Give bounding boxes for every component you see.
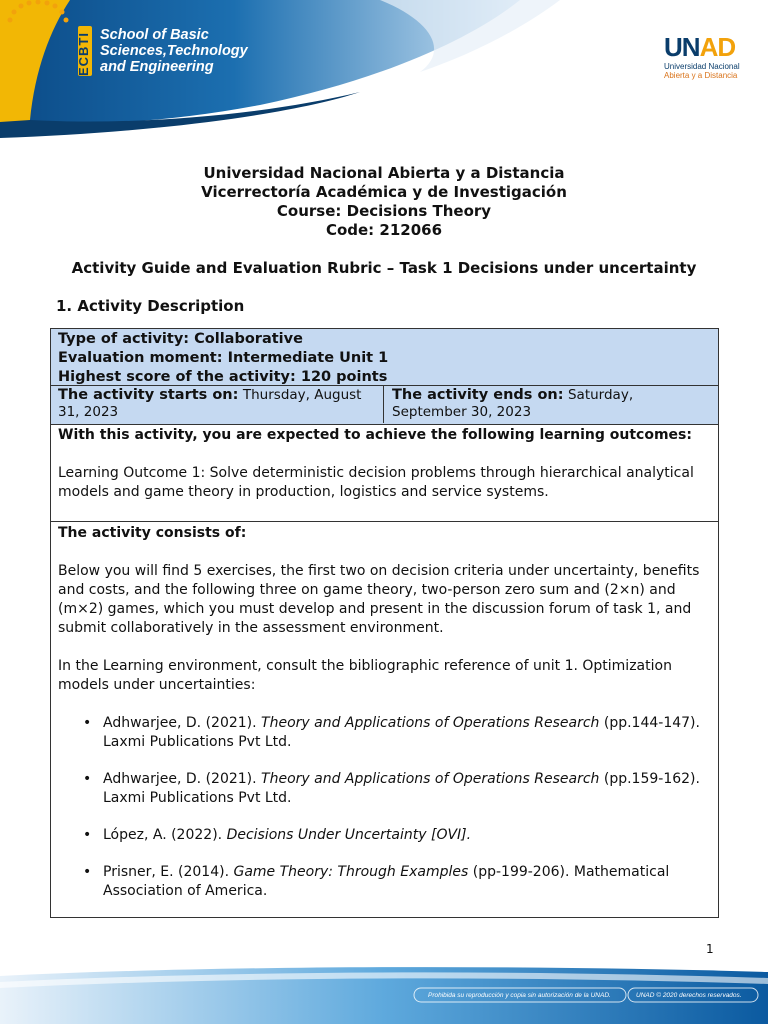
- unad-logo-icon: [0, 0, 84, 70]
- school-line-3: and Engineering: [100, 59, 214, 75]
- highest-score: Highest score of the activity: 120 points: [58, 369, 388, 385]
- dates-row: [51, 386, 718, 425]
- reference-item: • Adhwarjee, D. (2021). Theory and Applications of Operations Research (pp.144-147). Laxmi Publications Pvt Ltd.: [83, 715, 700, 750]
- consists-heading: The activity consists of:: [58, 525, 247, 541]
- unad-subtitle-2: Abierta y a Distancia: [664, 71, 738, 80]
- unad-wordmark-accent: AD: [699, 32, 736, 62]
- reference-list: [58, 714, 711, 901]
- start-date-label: The activity starts on:: [58, 387, 239, 403]
- unad-wordmark-main: UN: [664, 32, 700, 62]
- bullet-icon: •: [83, 864, 92, 880]
- reference-title: Game Theory: Through Examples: [233, 864, 469, 880]
- school-line-2: Sciences,Technology: [100, 43, 248, 59]
- page-number: 1: [706, 942, 714, 956]
- bullet-icon: •: [83, 715, 92, 731]
- course-code: Code: 212066: [325, 221, 443, 239]
- guide-title: Activity Guide and Evaluation Rubric – Task 1 Decisions under uncertainty: [71, 259, 697, 277]
- activity-type: Type of activity: Collaborative: [58, 331, 303, 347]
- bullet-icon: •: [83, 771, 92, 787]
- outcomes-heading: With this activity, you are expected to achieve the following learning outcomes:: [58, 427, 692, 443]
- reference-item: • Adhwarjee, D. (2021). Theory and Applications of Operations Research (pp.159-162). Laxmi Publications Pvt Ltd.: [83, 771, 700, 806]
- end-date-value: Saturday, September 30, 2023: [392, 387, 634, 420]
- exercises-paragraph: Below you will find 5 exercises, the first two on decision criteria under uncertainty, benefits and costs, and the following three on game theory, two-person zero sum and (2×n) and (m×2) games, which you must develop and present in the discussion forum of task 1, and submit collaboratively in the assessment environment.: [58, 563, 700, 636]
- unad-subtitle-1: Universidad Nacional: [664, 62, 740, 71]
- end-date-label: The activity ends on:: [392, 387, 564, 403]
- start-date-value: Thursday, August 31, 2023: [58, 387, 362, 420]
- end-date-cell: [385, 386, 718, 423]
- unad-wordmark: [664, 32, 735, 63]
- vice-rectory: Vicerrectoría Académica y de Investigación: [201, 183, 567, 201]
- reference-title: Theory and Applications of Operations Research: [261, 771, 600, 787]
- learning-outcome-1: Learning Outcome 1: Solve deterministic decision problems through hierarchical analytical models and game theory in production, logistics and service systems.: [58, 465, 694, 500]
- document-title-block: [0, 164, 768, 240]
- bullet-icon: •: [83, 827, 92, 843]
- ecbti-label: ECBTI: [76, 32, 91, 76]
- unad-subtitle: [664, 62, 740, 80]
- footer-notice: Prohibida su reproducción y copia sin autorización de la UNAD.: [428, 992, 611, 999]
- activity-header-row: [51, 329, 718, 386]
- learning-outcomes-row: [51, 424, 718, 522]
- school-name: [100, 27, 248, 75]
- footer-banner: [0, 962, 768, 1024]
- school-line-1: School of Basic: [100, 27, 209, 43]
- section-title: 1. Activity Description: [56, 297, 245, 315]
- activity-consists-row: [51, 522, 718, 917]
- bibliography-intro: In the Learning environment, consult the bibliographic reference of unit 1. Optimization models under uncertainties:: [58, 658, 672, 693]
- reference-title: Theory and Applications of Operations Research: [261, 715, 600, 731]
- reference-title: Decisions Under Uncertainty [OVI].: [226, 827, 472, 843]
- university-name: Universidad Nacional Abierta y a Distancia: [203, 164, 565, 182]
- course-name: Course: Decisions Theory: [276, 202, 492, 220]
- footer-rights: UNAD © 2020 derechos reservados.: [636, 992, 742, 999]
- evaluation-moment: Evaluation moment: Intermediate Unit 1: [58, 350, 389, 366]
- header-banner: [0, 0, 768, 140]
- activity-table: [50, 328, 719, 918]
- reference-item: • López, A. (2022). Decisions Under Uncertainty [OVI].: [83, 827, 472, 843]
- start-date-cell: [51, 386, 384, 423]
- reference-item: • Prisner, E. (2014). Game Theory: Through Examples (pp-199-206). Mathematical Association of America.: [83, 864, 670, 899]
